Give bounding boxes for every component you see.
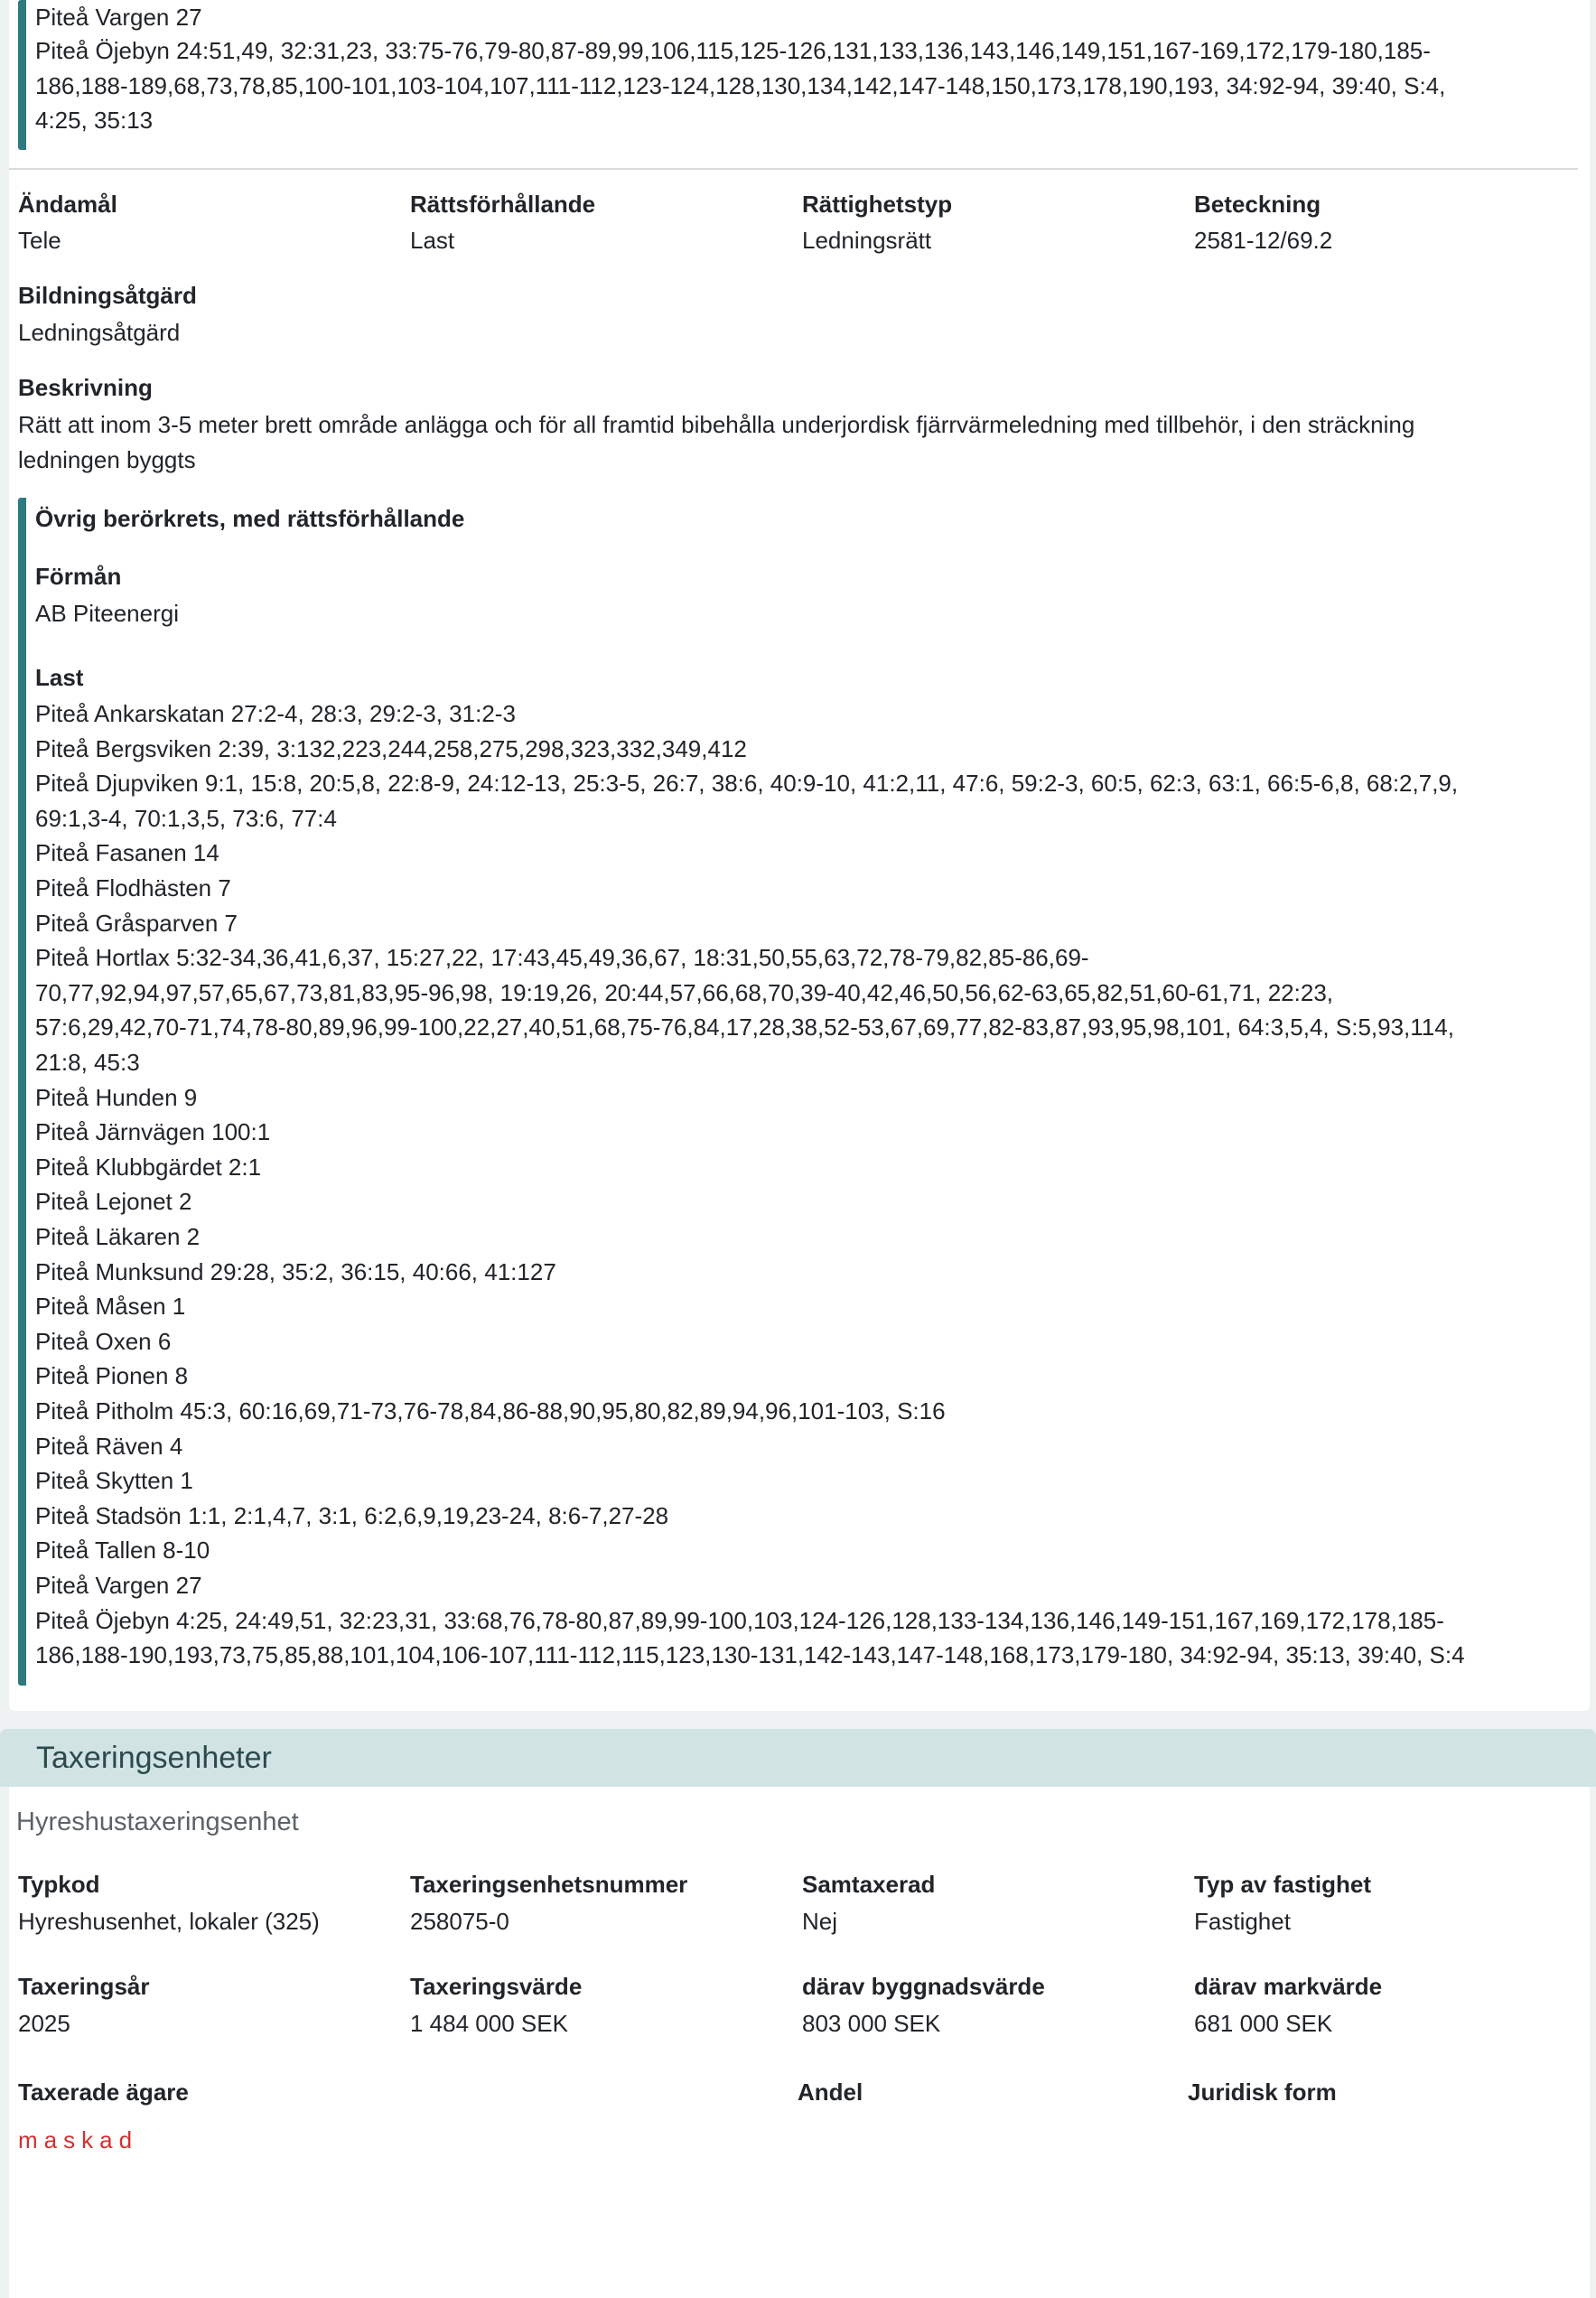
field-value-taxeringsar: 2025 (18, 2010, 70, 2037)
property-line: Piteå Vargen 27 (35, 4, 202, 31)
field-label-beteckning: Beteckning (1194, 191, 1321, 218)
field-value-typkod: Hyreshusenhet, lokaler (325) (18, 1908, 320, 1935)
last-property-line: Piteå Stadsön 1:1, 2:1,4,7, 3:1, 6:2,6,9,19,23-24, 8:6-7,27-28 (35, 1501, 669, 1529)
last-property-line: 186,188-190,193,73,75,85,88,101,104,106-107,111-112,115,123,130-131,142-143,147-148,168,173,179-180, 34:92-94, 35:13, 39:40, S:4 (35, 1641, 1465, 1669)
taxering-subtitle: Hyreshustaxeringsenhet (16, 1808, 299, 1836)
affected-properties-block (18, 498, 1590, 1686)
last-property-line: Piteå Lejonet 2 (35, 1188, 192, 1216)
last-property-line: Piteå Hunden 9 (35, 1083, 198, 1111)
last-property-line: Piteå Klubbgärdet 2:1 (35, 1153, 262, 1181)
field-value-markvarde: 681 000 SEK (1194, 2010, 1333, 2037)
owners-header-juridisk-form: Juridisk form (1188, 2078, 1337, 2106)
owner-masked-value: maskad (18, 2126, 139, 2153)
taxering-section-header[interactable] (0, 1729, 1596, 1787)
neighbor-properties-block (18, 0, 1590, 150)
property-line: Piteå Öjebyn 24:51,49, 32:31,23, 33:75-76,79-80,87-89,99,106,115,125-126,131,133,136,143,146,149,151,167-169,172,179-180,185- (35, 37, 1431, 64)
field-label-typ-av-fastighet: Typ av fastighet (1194, 1871, 1372, 1898)
last-property-line: Piteå Vargen 27 (35, 1572, 202, 1599)
section-title: Taxeringsenheter (36, 1741, 272, 1775)
last-property-line: Piteå Munksund 29:28, 35:2, 36:15, 40:66, 41:127 (35, 1257, 556, 1285)
affected-title: Övrig berörkrets, med rättsförhållande (35, 505, 465, 532)
last-property-line: Piteå Fasanen 14 (35, 839, 219, 867)
field-label-bildningsatgard: Bildningsåtgärd (18, 282, 197, 309)
field-label-typkod: Typkod (18, 1871, 100, 1898)
last-property-line: Piteå Oxen 6 (35, 1327, 172, 1355)
field-value-taxeringsvarde: 1 484 000 SEK (410, 2010, 568, 2037)
field-value-bildningsatgard: Ledningsåtgärd (18, 319, 181, 346)
last-property-line: Piteå Ankarskatan 27:2-4, 28:3, 29:2-3, 31:2-3 (35, 700, 516, 727)
last-property-line: Piteå Tallen 8-10 (35, 1537, 210, 1565)
last-property-line: Piteå Järnvägen 100:1 (35, 1118, 271, 1146)
last-property-line: 69:1,3-4, 70:1,3,5, 73:6, 77:4 (35, 804, 337, 832)
field-label-taxeringsar: Taxeringsår (18, 1973, 150, 2000)
field-label-rattighetstyp: Rättighetstyp (802, 191, 953, 218)
last-property-line: Piteå Måsen 1 (35, 1293, 186, 1321)
owners-header-agare: Taxerade ägare (18, 2078, 189, 2106)
owners-header-andel: Andel (798, 2078, 863, 2106)
property-line: 186,188-189,68,73,78,85,100-101,103-104,107,111-112,123-124,128,130,134,142,147-148,150,173,178,190,193, 34:92-94, 39:40, S:4, (35, 72, 1446, 99)
field-value-beteckning: 2581-12/69.2 (1194, 227, 1333, 254)
property-line: 4:25, 35:13 (35, 107, 154, 134)
field-label-samtaxerad: Samtaxerad (802, 1871, 936, 1898)
field-label-andamal: Ändamål (18, 191, 117, 218)
last-label: Last (35, 664, 84, 691)
field-value-samtaxerad: Nej (802, 1908, 838, 1935)
last-property-line: 70,77,92,94,97,57,65,67,73,81,83,95-96,98, 19:19,26, 20:44,57,66,68,70,39-40,42,46,50,56,62-63,65,82,51,60-61,71, 22:23, (35, 978, 1334, 1006)
last-property-line: Piteå Hortlax 5:32-34,36,41,6,37, 15:27,22, 17:43,45,49,36,67, 18:31,50,55,63,72,78-79,82,85-86,69- (35, 944, 1089, 972)
last-property-line: Piteå Öjebyn 4:25, 24:49,51, 32:23,31, 33:68,76,78-80,87,89,99-100,103,124-126,128,133-134,136,146,149-151,167,169,172,178,185- (35, 1606, 1444, 1634)
last-property-line: Piteå Skytten 1 (35, 1467, 193, 1495)
field-value-taxeringsenhetsnummer: 258075-0 (410, 1908, 509, 1935)
field-label-beskrivning: Beskrivning (18, 374, 153, 401)
last-property-line: Piteå Djupviken 9:1, 15:8, 20:5,8, 22:8-9, 24:12-13, 25:3-5, 26:7, 38:6, 40:9-10, 41:2,11, 47:6, 59:2-3, 60:5, 62:3, 63:1, 66:5-6,8, 68:2,7,9, (35, 770, 1459, 798)
last-property-line: Piteå Pionen 8 (35, 1362, 189, 1390)
forman-value: AB Piteenergi (35, 600, 179, 627)
last-property-line: Piteå Räven 4 (35, 1432, 183, 1460)
last-property-line: Piteå Läkaren 2 (35, 1223, 201, 1250)
field-label-rattsforhallande: Rättsförhållande (410, 191, 596, 218)
field-value-typ-av-fastighet: Fastighet (1194, 1908, 1291, 1935)
field-value-andamal: Tele (18, 227, 61, 254)
field-label-taxeringsvarde: Taxeringsvärde (410, 1973, 583, 2000)
field-label-markvarde: därav markvärde (1194, 1973, 1383, 2000)
field-value-beskrivning: ledningen byggts (18, 446, 196, 473)
last-property-line: Piteå Bergsviken 2:39, 3:132,223,244,258,275,298,323,332,349,412 (35, 734, 747, 762)
section-divider (9, 168, 1578, 170)
last-property-line: 21:8, 45:3 (35, 1049, 140, 1076)
field-value-beskrivning: Rätt att inom 3-5 meter brett område anlägga och för all framtid bibehålla underjordisk fjärrvärmeledning med tillbehör, i den sträckning (18, 411, 1415, 438)
last-property-line: Piteå Flodhästen 7 (35, 874, 231, 901)
field-value-rattighetstyp: Ledningsrätt (802, 227, 932, 254)
last-property-line: Piteå Gråsparven 7 (35, 909, 238, 937)
field-label-byggnadsvarde: därav byggnadsvärde (802, 1973, 1045, 2000)
field-value-byggnadsvarde: 803 000 SEK (802, 2010, 941, 2037)
field-label-taxeringsenhetsnummer: Taxeringsenhetsnummer (410, 1871, 688, 1898)
last-property-line: 57:6,29,42,70-71,74,78-80,89,96,99-100,22,27,40,51,68,75-76,84,17,28,38,52-53,67,69,77,82-83,87,93,95,98,101, 64:3,5,4, S:5,93,114, (35, 1014, 1454, 1042)
forman-label: Förmån (35, 563, 122, 590)
field-value-rattsforhallande: Last (410, 227, 455, 254)
last-property-line: Piteå Pitholm 45:3, 60:16,69,71-73,76-78,84,86-88,90,95,80,82,89,94,96,101-103, S:16 (35, 1397, 946, 1425)
